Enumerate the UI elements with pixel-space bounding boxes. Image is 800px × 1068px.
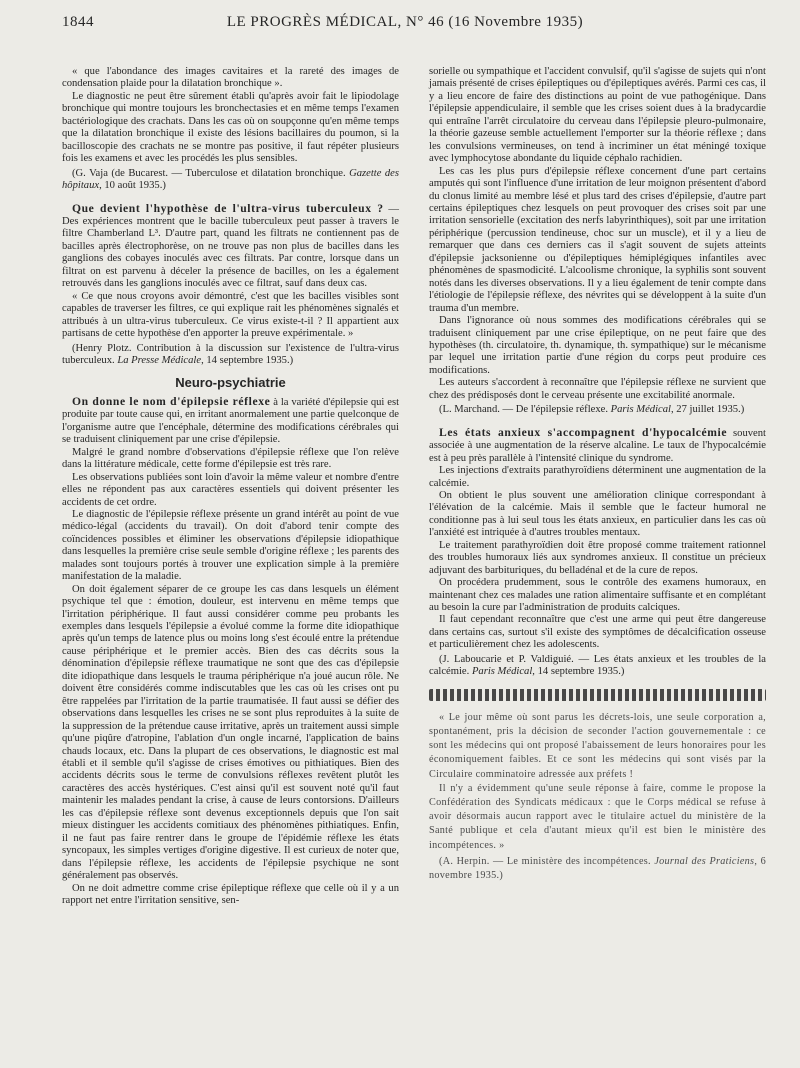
article-lead-paragraph [62, 396, 399, 447]
article-lead-paragraph [429, 427, 766, 465]
citation-journal: Journal des Praticiens [654, 855, 755, 867]
article-lead-title: Que devient l'hypothèse de l'ultra-virus tuberculeux ? [72, 201, 384, 215]
citation-author: (G. Vaja (de Bucarest. — Tuberculose et dilatation bronchique. [72, 167, 346, 179]
paragraph: Il n'y a évidemment qu'une seule réponse à faire, comme le propose la Confédération des Syndicats médicaux : que le Corps médical se refuse à avoir désormais aucun rapport avec le titulaire actuel du ministère de la Santé publique et cela d'autant mieux qu'il est bien le ministère des incompétences. » [429, 782, 766, 851]
citation [429, 855, 766, 883]
citation-journal: La Presse Médicale [117, 354, 202, 366]
paragraph: « Le jour même où sont parus les décrets-lois, une seule corporation a, spontanément, pris la décision de seconder l'action gouvernementale : ce sont les médecins qui ont proposé l'abaissement de leurs honoraires pour les économiquement faibles. Et ce sont les médecins qui sont visés par la Circulaire comminatoire adressée aux préfets ! [429, 711, 766, 780]
citation-journal: Gazette des hôpitaux [62, 167, 399, 192]
paragraph: Le traitement parathyroïdien doit être proposé comme traitement rationnel des troubles humoraux liés aux syndromes anxieux. Il constitue un précieux adjuvant des barbituriques, du belladénal et de la cure de repos. [429, 539, 766, 576]
article-lead-text: à la variété d'épilepsie qui est produite par toute cause qui, en irritant anormalement une partie quelconque de l'organisme autre que l'encéphale, détermine des modifications cérébrales qui se traduisent cliniquement par une crise d'épilepsie. [62, 396, 400, 446]
paragraph: Le diagnostic ne peut être sûrement établi qu'après avoir fait le lipiodolage bronchique qui montre toujours les bronchectasies et en même temps l'examen bactériologique des crachats. Dans les cas où on soupçonne qu'en même temps que la dilatation bronchique il existe des lésions bacillaires du poumon, si la bacilloscopie des crachats ne se montre pas positive, il faut répéter plusieurs fois les examens et avec les procédés les plus sensibles. [62, 90, 399, 165]
article-lead-title: Les états anxieux s'accompagnent d'hypocalcémie [439, 425, 728, 439]
citation [62, 343, 399, 368]
citation-author: (L. Marchand. — De l'épilepsie réflexe. [439, 404, 608, 416]
article-lead-text: souvent associée à une augmentation de la réserve alcaline. Le taux de l'hypocalcémie est à peu près parallèle à l'intensité clinique du syndrome. [429, 427, 767, 464]
citation-author: (A. Herpin. — Le ministère des incompétences. [439, 855, 651, 867]
right-column [429, 66, 766, 893]
paragraph: Dans l'ignorance où nous sommes des modifications cérébrales qui se traduisent cliniquement par une crise épileptique, on ne peut faire que des hypothèses (th. circulatoire, th. dynamique, th. sympathique) sur le mécanisme par lequel une irritation partie d'une région du corps peut produire ces modifications. [429, 315, 766, 376]
quote-box [429, 711, 766, 883]
section-heading: Neuro-psychiatrie [175, 375, 286, 391]
citation-date: , 10 août 1935.) [99, 180, 166, 192]
running-title: LE PROGRÈS MÉDICAL, N° 46 (16 Novembre 1935) [226, 14, 584, 30]
citation-date: , 14 septembre 1935.) [201, 354, 294, 366]
citation-journal: Paris Médical [610, 404, 671, 416]
citation-author: (Henry Plotz. Contribution à la discussion sur l'existence de l'ultra-virus tuberculeux. [62, 342, 399, 366]
paragraph: On ne doit admettre comme crise épileptique réflexe que celle où il y a un rapport net entre l'irritation sensitive, sen- [62, 882, 399, 906]
citation [429, 654, 766, 679]
citation [62, 168, 399, 193]
paragraph-continued: sorielle ou sympathique et l'accident convulsif, qu'il s'agisse de sujets qui n'ont jamais présenté de crises épileptiques ou d'épileptiques avérés. Parmi ces cas, il y a lieu encore de faire des distinctions au point de vue pathogénique. Dans l'épilepsie appendiculaire, il semble que les crises soient dues à la bradycardie qui entraîne l'arrêt circulatoire du cerveau dans l'épilepsie pleuro-pulmonaire, la théorie gazeuse semble actuellement l'emporter sur la théorie réflexe ; dans les convulsions vermineuses, on tend à incriminer un état méningé toxique avec lymphocytose abondante du liquide céphalo rachidien. [429, 66, 766, 165]
paragraph: « que l'abondance des images cavitaires et la rareté des images de condensation plaide pour la dilatation bronchique ». [62, 66, 399, 90]
paragraph: On obtient le plus souvent une amélioration clinique correspondant à l'élévation de la calcémie. Mais il semble que le facteur humoral ne conditionne pas à lui seul tous les états anxieux, en particulier dans les cas où l'anxiété est intriquée à d'autres troubles mentaux. [429, 489, 766, 539]
page-header [62, 14, 748, 36]
citation-date: , 27 juillet 1935.) [670, 404, 745, 416]
paragraph: On procédera prudemment, sous le contrôle des examens humoraux, en maintenant chez ces malades une ration alimentaire suffisante et en complétant au besoin la cure par l'administration de produits calciques. [429, 577, 766, 614]
article-lead-title: On donne le nom d'épilepsie réflexe [72, 394, 271, 408]
paragraph: « Ce que nous croyons avoir démontré, c'est que les bacilles visibles sont capables de traverser les filtres, ce qui explique rait les phénomènes signalés et attribués à un ultra-virus tuberculeux. Ce virus existe-t-il ? Il appartient aux partisans de cette hypothèse d'en apporter la preuve expérimentale. » [62, 290, 399, 340]
citation [429, 404, 766, 416]
ornamental-divider [429, 689, 766, 701]
citation-author: (J. Laboucarie et P. Valdiguié. — Les états anxieux et les troubles de la calcémie. [429, 653, 766, 678]
paragraph: Les injections d'extraits parathyroïdiens déterminent une augmentation de la calcémie. [429, 465, 766, 489]
citation-date: , 6 novembre 1935.) [429, 855, 766, 881]
paragraph: Les observations publiées sont loin d'avoir la même valeur et nombre d'entre elles ne répondent pas aux caractères essentiels qui doivent présenter les accidents de cet ordre. [62, 471, 399, 508]
citation-date: , 14 septembre 1935.) [532, 666, 625, 678]
article-lead-paragraph [62, 203, 399, 291]
paragraph: Il faut cependant reconnaître que c'est une arme qui peut être dangereuse dans certains cas, surtout s'il existe des symptômes de décalcification osseuse et particulièrement chez les adolescents. [429, 614, 766, 651]
article-lead-text: — Des expériences montrent que le bacille tuberculeux peut passer à travers le filtre Chamberland L³. D'autre part, quand les filtrats ne contiennent pas de bacilles après électrophorèse, on ne trouve pas non plus de bacilles dans les ganglions des cobayes inoculés avec ces filtrats. Par contre, lorsque dans un filtrat on est parvenu à déceler la présence de bacilles, on les a également retrouvés dans les ganglions inoculés avec ce filtrat, sauf dans deux cas. [62, 203, 399, 290]
paragraph: Les cas les plus purs d'épilepsie réflexe concernent d'une part certains amputés qui sont l'influence d'une irritation de leur moignon présentent d'abord du clonus limité au membre lésé et plus tard des crises d'épilepsie, d'autre part certains épileptiques chez lesquels on peut provoquer des crises soit par une irritation sensorielle (excitation des nerfs labyrinthiques), soit par une irritation périphérique (percussion tendineuse, choc sur un muscle), et il y a lieu de remarquer que dans ces derniers cas il s'agit souvent de sujets atteints d'épilepsie jacksonienne ou d'épileptiques hémiplégiques infantiles avec phénomènes de spasmodicité. L'alcoolisme chronique, la syphilis sont souvent notés dans les diverses observations. Il y a lieu également de tenir compte dans l'étiologie de l'épilepsie réflexe, des névrites qui se développent à la suite d'un trauma d'un membre. [429, 165, 766, 314]
paragraph: Les auteurs s'accordent à reconnaître que l'épilepsie réflexe ne survient que chez des prédisposés dont le cerveau présente une excitabilité anormale. [429, 377, 766, 401]
left-column [62, 66, 399, 907]
paragraph: Le diagnostic de l'épilepsie réflexe présente un grand intérêt au point de vue médico-légal (accidents du travail). On doit d'abord tenir compte des coïncidences possibles et éliminer les observations d'épilepsie idiopathique dans lesquelles la première crise seule semble d'origine réflexe ; les parents des malades sont toujours portés à trouver une explication simple à la première manifestation de la maladie. [62, 508, 399, 583]
page-number: 1844 [62, 14, 94, 30]
citation-journal: Paris Médical [471, 666, 533, 678]
paragraph: Malgré le grand nombre d'observations d'épilepsie réflexe que l'on relève dans la littérature médicale, cette forme d'épilepsie est très rare. [62, 446, 399, 471]
paragraph: On doit également séparer de ce groupe les cas dans lesquels un élément psychique tel que : émotion, douleur, est intervenu en même temps que l'irritation périphérique. Il faut aussi considérer comme peu probants les exemples dans lesquels l'épilepsie a évolué comme la forme dite idiopathique après qu'un temps de latence plus ou moins long s'est écoulé entre la prétendue cause périphérique et le premier accès. Bien des cas décrits sous la dénomination d'épilepsie réflexe traumatique ne sont que des cas d'épilepsie dite idiopathique dans lesquels le trauma périphérique n'a joué aucun rôle. Ne doivent être considérés comme indiscutables que les cas où les crises ont pu être rappelées par l'irritation de la partie traumatisée. Il faut aussi se défier des observations dans lesquelles les crises ne se sont plus reproduites à la suite de la suppression de la prétendue cause irritative, après un traitement aussi simple qu'une piqûre d'atropine, l'ablation d'un ongle incarné, l'application de bains chauds locaux, etc. Dans la plupart de ces observations, le diagnostic est mal établi et il semble qu'il s'agisse de crises émotives ou pithiatiques. Bien des accidents décrits sous le terme de convulsions réflexes revêtent plutôt les caractères des accès hystériques. C'est ainsi qu'il est souvent noté qu'il faut maintenir les malades pendant la crise, à cause de leurs contorsions. D'ailleurs les cas d'épilepsie réflexe sont devenus exceptionnels depuis que l'on sait mieux distinguer les accidents comitiaux des phénomènes pithiatiques. Enfin, il ne faut pas faire rentrer dans le groupe de l'épidémie réflexe les états syncopaux, les simples vertiges d'origine digestive. Il est curieux de noter que, dans l'épilepsie réflexe, les accidents de l'épilepsie psychique ne sont généralement pas observés. [62, 583, 399, 882]
